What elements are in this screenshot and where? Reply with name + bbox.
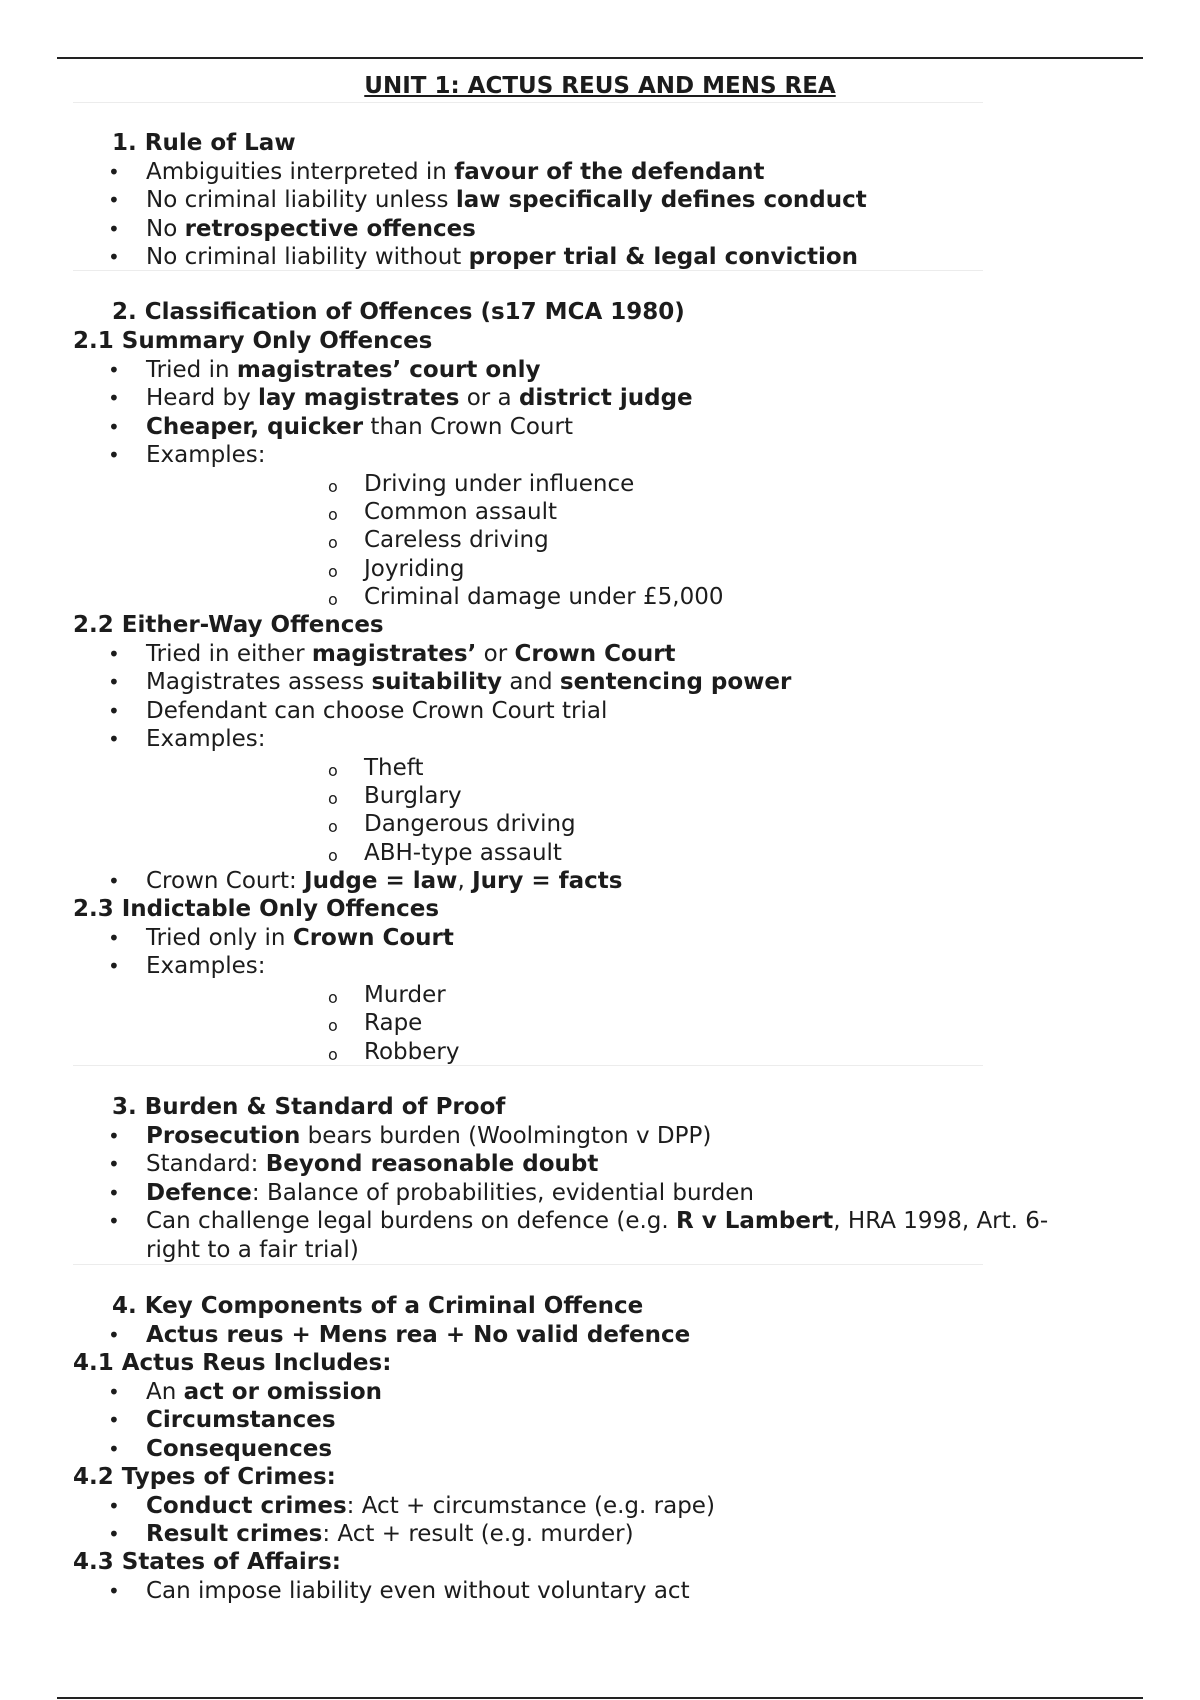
example-item: o Theft <box>146 754 1140 782</box>
section-divider <box>73 1264 983 1265</box>
list-item: • An act or omission <box>0 1378 1140 1406</box>
example-item: o Rape <box>146 1009 1140 1037</box>
subsection-2-1-heading: 2.1 Summary Only Offences <box>73 328 433 354</box>
subsection-4-2-heading: 4.2 Types of Crimes: <box>73 1464 336 1490</box>
subsection-4-1-heading: 4.1 Actus Reus Includes: <box>73 1350 392 1376</box>
example-item: o Joyriding <box>146 555 1140 583</box>
list-item: • Conduct crimes: Act + circumstance (e.g. rape) <box>0 1492 1140 1520</box>
example-item: o Careless driving <box>146 526 1140 554</box>
section-divider <box>73 102 983 103</box>
indictable-examples-list <box>146 981 1140 1066</box>
indictable-offences-list <box>0 924 1140 1066</box>
either-way-offences-list <box>0 640 1140 896</box>
list-item: • Can challenge legal burdens on defence (e.g. R v Lambert, HRA 1998, Art. 6-right to a fair trial) <box>0 1207 1140 1264</box>
example-item: o Driving under influence <box>146 470 1140 498</box>
list-item: • No criminal liability unless law specifically defines conduct <box>0 186 1140 214</box>
example-item: o ABH-type assault <box>146 839 1140 867</box>
section-divider <box>73 1065 983 1066</box>
example-item: o Criminal damage under £5,000 <box>146 583 1140 611</box>
example-item: o Common assault <box>146 498 1140 526</box>
list-item: • Tried in magistrates’ court only <box>0 356 1140 384</box>
list-item: • Magistrates assess suitability and sentencing power <box>0 668 1140 696</box>
list-item: • Ambiguities interpreted in favour of the defendant <box>0 158 1140 186</box>
actus-reus-list <box>0 1378 1140 1463</box>
section-4-heading: 4. Key Components of a Criminal Offence <box>112 1293 644 1319</box>
subsection-4-3-heading: 4.3 States of Affairs: <box>73 1549 342 1575</box>
example-item: o Dangerous driving <box>146 810 1140 838</box>
rule-of-law-list <box>0 158 1140 272</box>
section-2-heading: 2. Classification of Offences (s17 MCA 1980) <box>112 299 685 325</box>
list-item: • Tried in either magistrates’ or Crown Court <box>0 640 1140 668</box>
bottom-rule <box>57 1697 1143 1699</box>
either-way-examples-list <box>146 754 1140 868</box>
list-item: • Cheaper, quicker than Crown Court <box>0 413 1140 441</box>
subsection-2-3-heading: 2.3 Indictable Only Offences <box>73 896 440 922</box>
list-item: • Examples: o Murder o Rape o Robbery <box>0 952 1140 1066</box>
list-item: • Can impose liability even without voluntary act <box>0 1577 1140 1605</box>
list-item: • Actus reus + Mens rea + No valid defence <box>0 1321 1140 1349</box>
section-divider <box>73 270 983 271</box>
list-item: • Consequences <box>0 1435 1140 1463</box>
states-of-affairs-list <box>0 1577 1140 1605</box>
list-item: • Circumstances <box>0 1406 1140 1434</box>
key-components-list <box>0 1321 1140 1349</box>
types-of-crimes-list <box>0 1492 1140 1549</box>
example-item: o Robbery <box>146 1038 1140 1066</box>
example-item: o Burglary <box>146 782 1140 810</box>
list-item: • Defendant can choose Crown Court trial <box>0 697 1140 725</box>
list-item: • Heard by lay magistrates or a district judge <box>0 384 1140 412</box>
burden-of-proof-list <box>0 1122 1140 1264</box>
list-item: • Examples: o Theft o Burglary o Dangerous driving o ABH-type assault <box>0 725 1140 867</box>
top-rule <box>57 57 1143 59</box>
summary-offences-list <box>0 356 1140 612</box>
list-item: • Examples: o Driving under influence o Common assault o Careless driving o Joyriding o Criminal damage under £5,000 <box>0 441 1140 611</box>
example-item: o Murder <box>146 981 1140 1009</box>
list-item: • Defence: Balance of probabilities, evidential burden <box>0 1179 1140 1207</box>
page-title: UNIT 1: ACTUS REUS AND MENS REA <box>364 73 836 99</box>
list-item: • Crown Court: Judge = law, Jury = facts <box>0 867 1140 895</box>
list-item: • No retrospective offences <box>0 215 1140 243</box>
section-3-heading: 3. Burden & Standard of Proof <box>112 1094 506 1120</box>
list-item: • Result crimes: Act + result (e.g. murder) <box>0 1520 1140 1548</box>
list-item: • Standard: Beyond reasonable doubt <box>0 1150 1140 1178</box>
list-item: • Prosecution bears burden (Woolmington v DPP) <box>0 1122 1140 1150</box>
section-1-heading: 1. Rule of Law <box>112 130 296 156</box>
list-item: • Tried only in Crown Court <box>0 924 1140 952</box>
summary-examples-list <box>146 470 1140 612</box>
list-item: • No criminal liability without proper trial & legal conviction <box>0 243 1140 271</box>
subsection-2-2-heading: 2.2 Either-Way Offences <box>73 612 384 638</box>
